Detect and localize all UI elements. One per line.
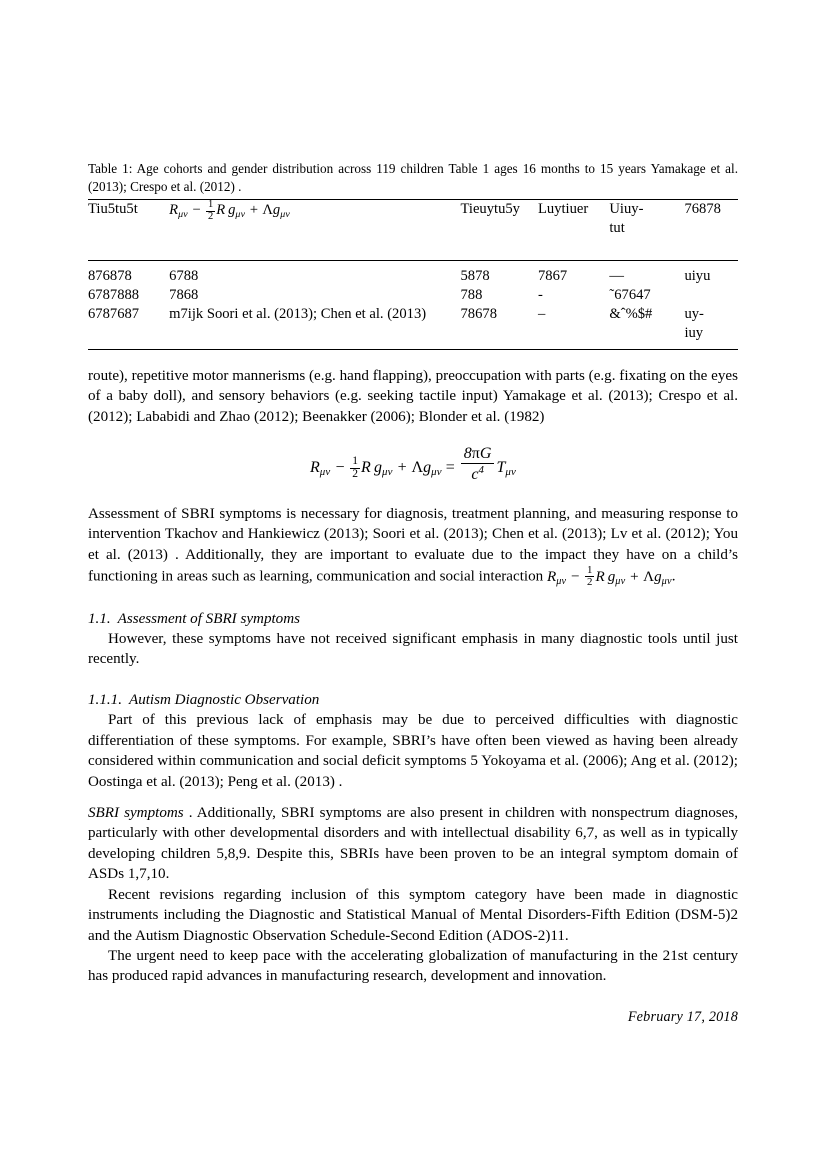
cell-col6: uiyu <box>684 261 738 286</box>
cell-col4: 7867 <box>538 261 609 286</box>
date-footer: February 17, 2018 <box>627 1008 738 1025</box>
paragraph-assessment-text: Assessment of SBRI symptoms is necessary for diagnosis, treatment planning, and measuring response to intervention Tkachov and Hankiewicz (2013); Soori et al. (2013); Chen et al. (2013); Lv et al. (2012); You et al. (2013) . Additionally, they are important to evaluate due to the impact they have on a child’s functioning in areas such as learning, communication and social interaction <box>88 506 738 585</box>
table-spacer-row <box>88 238 738 261</box>
table-row <box>88 261 738 286</box>
table-row <box>88 286 738 305</box>
cell-col6 <box>684 286 738 305</box>
cell-col2: 6788 <box>169 261 460 286</box>
header-equation: $R_{\mu\nu}$ − $\frac{1}{2}$ R $g_{\mu\nu} + \Lambda g_{\mu\nu}$ <box>169 199 290 222</box>
cell-col2: m7ijk Soori et al. (2013); Chen et al. (2013) <box>169 305 460 349</box>
paragraph-urgent-need: The urgent need to keep pace with the accelerating globalization of manufacturing in the 21st century has produced rapid advances in manufacturing research, development and innovation. <box>88 948 738 985</box>
cell-col3: 5878 <box>461 261 538 286</box>
paragraph-assessment <box>88 504 738 589</box>
cell-col6: uy- iuy <box>684 305 738 349</box>
spacer-cell <box>88 238 738 261</box>
cell-col3: 78678 <box>461 305 538 349</box>
page-content <box>88 160 738 1026</box>
section-heading-1-1-1 <box>88 690 738 710</box>
paragraph-route: route), repetitive motor mannerisms (e.g. hand flapping), preoccupation with parts (e.g. fixating on the eyes of a baby doll), and sensory behaviors (e.g. seeking tactile input) Yamakage et al. (2013); Crespo et al. (2012); Lababidi and Zhao (2012); Beenakker (2006); Blonder et al. (1982) <box>88 367 738 425</box>
cell-col2: 7868 <box>169 287 199 303</box>
runin-heading: SBRI symptoms <box>88 804 184 821</box>
cell-col4: – <box>538 305 609 349</box>
subsection-title: Autism Diagnostic Observation <box>128 691 320 708</box>
subsection-number: 1.1.1. <box>88 691 122 708</box>
section-title: Assessment of SBRI symptoms <box>117 610 301 627</box>
header-cell-col2 <box>169 200 460 238</box>
cell-col1: 6787888 <box>88 287 140 303</box>
paragraph-sbri-symptoms <box>88 803 738 885</box>
display-equation <box>88 445 738 484</box>
cell-col5: ˜67647 <box>609 287 651 303</box>
header-cell-col5: Uiuy- tut <box>609 200 684 238</box>
header-cell-col4: Luytiuer <box>538 200 609 238</box>
table-block <box>88 160 738 350</box>
paragraph-recent-revisions: Recent revisions regarding inclusion of this symptom category have been made in diagnostic instruments including the Diagnostic and Statistical Manual of Mental Disorders-Fifth Edition (DSM-5)2 and the Autism Diagnostic Observation Schedule-Second Edition (ADOS-2)11. <box>88 886 738 944</box>
inline-equation: $R_{\mu\nu}$ − $\frac{1}{2}$ R $g_{\mu\nu} + \Lambda g_{\mu\nu}$ <box>546 564 672 589</box>
section-number: 1.1. <box>88 610 111 627</box>
header-cell-col6: 76878 <box>684 200 738 238</box>
einstein-field-equation: $R_{\mu\nu}$ − $\frac{1}{2}$ R $g_{\mu\nu} + \Lambda g_{\mu\nu}$ = $\frac{8\pi G}{c^4}$ $T_{\mu\nu}$ <box>309 445 517 484</box>
cell-col4: - <box>537 287 543 303</box>
section-heading-1-1 <box>88 609 738 629</box>
cell-col1: 6787687 <box>88 305 169 349</box>
header-cell-col3: Tieuytu5y <box>461 200 538 238</box>
paragraph-however: However, these symptoms have not received significant emphasis in many diagnostic tools until just recently. <box>88 630 738 668</box>
table-caption: Table 1: Age cohorts and gender distribution across 119 children Table 1 ages 16 months to 15 years Yamakage et al. (2013); Crespo et al. (2012) . <box>88 161 738 194</box>
data-table <box>88 199 738 350</box>
table-row <box>88 305 738 349</box>
header-cell-col1: Tiu5tu5t <box>88 200 169 238</box>
cell-col3: 788 <box>460 287 483 303</box>
cell-col5: — <box>609 261 684 286</box>
cell-col1: 876878 <box>88 261 169 286</box>
paragraph-part-of-this: Part of this previous lack of emphasis may be due to perceived difficulties with diagnostic differentiation of these symptoms. For example, SBRI’s have often been viewed as having been already considered within communication and social deficit symptoms 5 Yokoyama et al. (2006); Ang et al. (2012); Oostinga et al. (2013); Peng et al. (2013) . <box>88 712 738 790</box>
inline-equation-period: . <box>671 568 676 585</box>
table-header-row <box>88 200 738 238</box>
cell-col5: &ˆ%$# <box>609 305 684 349</box>
paragraph-sbri-symptoms-text: . Additionally, SBRI symptoms are also present in children with nonspectrum diagnoses, particularly with other developmental disorders and with intellectual disability 6,7, as well as in typically developing children 5,8,9. Despite this, SBRIs have been proven to be an integral symptom domain of ASDs 1,7,10. <box>88 804 738 883</box>
